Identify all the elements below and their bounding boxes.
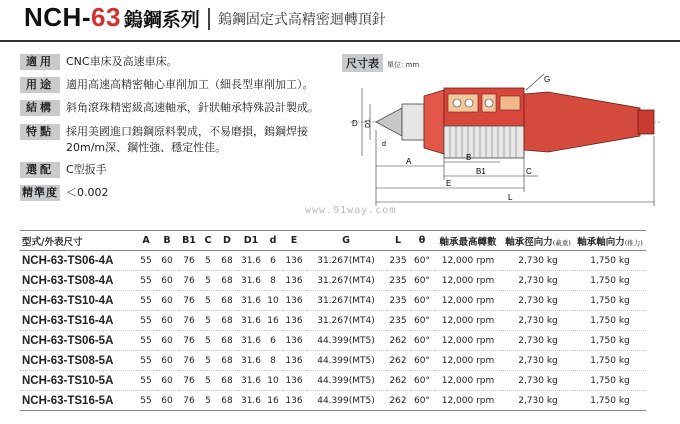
spec-value: 適用高速高精密軸心車削加工（細長型車削加工）。 (66, 78, 314, 91)
table-cell: 262 (386, 351, 410, 371)
spec-value: ＜0.002 (66, 186, 109, 199)
spec-table (20, 230, 646, 411)
table-cell: 1,750 kg (574, 351, 646, 371)
table-cell: 68 (216, 371, 238, 391)
dimension-unit: 單位: mm (387, 61, 420, 69)
col-d1: D1 (238, 231, 264, 251)
table-cell: 10 (264, 371, 282, 391)
table-row (20, 351, 646, 371)
table-cell: 60° (410, 271, 434, 291)
nose-cap (424, 90, 444, 154)
col-g: G (306, 231, 386, 251)
table-cell: 12,000 rpm (434, 391, 502, 411)
table-cell: 235 (386, 251, 410, 271)
table-cell: 60 (156, 271, 178, 291)
table-cell: 5 (200, 331, 216, 351)
table-cell: 5 (200, 251, 216, 271)
table-cell: 31.6 (238, 371, 264, 391)
table-cell: 262 (386, 391, 410, 411)
col-c: C (200, 231, 216, 251)
table-cell: 1,750 kg (574, 271, 646, 291)
table-cell: 136 (282, 391, 306, 411)
label-l: L (508, 193, 513, 202)
table-cell: 60 (156, 251, 178, 271)
table-cell: 235 (386, 291, 410, 311)
axial-label: 軸承軸向力 (577, 236, 625, 248)
spec-label: 特點 (20, 124, 60, 140)
label-d1: D1 (365, 119, 372, 128)
table-cell: 1,750 kg (574, 391, 646, 411)
spec-label: 結構 (20, 100, 60, 116)
model-cell: NCH-63-TS06-4A (20, 251, 136, 271)
table-cell: 136 (282, 311, 306, 331)
table-cell: 60 (156, 311, 178, 331)
table-cell: 55 (136, 371, 156, 391)
table-cell: 60 (156, 371, 178, 391)
table-cell: 60 (156, 351, 178, 371)
dimension-title: 尺寸表 (342, 54, 383, 72)
series-name: 鎢鋼系列 (123, 9, 200, 31)
table-cell: 2,730 kg (502, 331, 574, 351)
table-cell: 68 (216, 331, 238, 351)
table-cell: 68 (216, 291, 238, 311)
col-d: D (216, 231, 238, 251)
spindle (402, 104, 424, 140)
table-cell: 136 (282, 331, 306, 351)
table-cell: 76 (178, 291, 200, 311)
table-row (20, 251, 646, 271)
product-subtitle: 鎢鋼固定式高精密迴轉頂針 (217, 12, 386, 28)
spec-row-features (20, 124, 328, 156)
table-cell: 12,000 rpm (434, 251, 502, 271)
col-small-d: d (264, 231, 282, 251)
spec-row-precision (20, 185, 109, 201)
table-cell: 136 (282, 351, 306, 371)
table-cell: 2,730 kg (502, 351, 574, 371)
table-cell: 1,750 kg (574, 291, 646, 311)
table-cell: 12,000 rpm (434, 271, 502, 291)
col-b1: B1 (178, 231, 200, 251)
table-cell: 60 (156, 331, 178, 351)
g-leader (526, 74, 544, 90)
table-cell: 12,000 rpm (434, 351, 502, 371)
spec-row-application (20, 54, 178, 70)
spec-row-options (20, 162, 107, 178)
table-cell: 16 (264, 311, 282, 331)
label-g: G (544, 75, 551, 84)
spec-label: 用途 (20, 77, 60, 93)
live-center-drawing (340, 70, 665, 210)
label-e: E (446, 179, 452, 188)
table-cell: 8 (264, 351, 282, 371)
label-d: D (352, 119, 358, 128)
label-a: A (406, 157, 412, 166)
table-cell: 31.267(MT4) (306, 291, 386, 311)
col-b: B (156, 231, 178, 251)
table-cell: 31.267(MT4) (306, 251, 386, 271)
table-cell: 262 (386, 331, 410, 351)
spec-value: 斜角滾珠精密級高速軸承，針狀軸承特殊設計製成。 (66, 101, 319, 114)
table-cell: 55 (136, 351, 156, 371)
table-row (20, 331, 646, 351)
table-cell: 31.267(MT4) (306, 311, 386, 331)
table-cell: 31.6 (238, 271, 264, 291)
table-row (20, 291, 646, 311)
table-cell: 68 (216, 351, 238, 371)
table-cell: 31.6 (238, 331, 264, 351)
table-cell: 2,730 kg (502, 291, 574, 311)
table-cell: 60° (410, 371, 434, 391)
table-body (20, 251, 646, 411)
spec-row-structure (20, 100, 319, 116)
table-cell: 2,730 kg (502, 271, 574, 291)
table-cell: 12,000 rpm (434, 311, 502, 331)
table-cell: 2,730 kg (502, 371, 574, 391)
table-cell: 55 (136, 291, 156, 311)
table-cell: 31.6 (238, 251, 264, 271)
spec-value: C型扳手 (66, 163, 107, 176)
table-cell: 55 (136, 311, 156, 331)
col-e: E (282, 231, 306, 251)
table-cell: 5 (200, 311, 216, 331)
col-axial-load (574, 231, 646, 251)
table-cell: 55 (136, 251, 156, 271)
table-cell: 31.6 (238, 311, 264, 331)
table-cell: 5 (200, 351, 216, 371)
table-cell: 5 (200, 391, 216, 411)
morse-taper-shank (524, 92, 640, 152)
spec-label: 選配 (20, 162, 60, 178)
table-cell: 262 (386, 371, 410, 391)
table-cell: 10 (264, 291, 282, 311)
table-cell: 1,750 kg (574, 371, 646, 391)
table-cell: 1,750 kg (574, 311, 646, 331)
table-row (20, 371, 646, 391)
table-cell: 6 (264, 331, 282, 351)
table-cell: 12,000 rpm (434, 291, 502, 311)
table-cell: 76 (178, 271, 200, 291)
table-cell: 55 (136, 271, 156, 291)
watermark: www.91way.com (305, 205, 397, 216)
table-row (20, 391, 646, 411)
page-title (24, 2, 386, 36)
table-cell: 31.6 (238, 391, 264, 411)
table-cell: 68 (216, 251, 238, 271)
table-cell: 31.267(MT4) (306, 271, 386, 291)
table-cell: 76 (178, 251, 200, 271)
spec-row-usage (20, 77, 314, 93)
table-cell: 2,730 kg (502, 311, 574, 331)
model-cell: NCH-63-TS06-5A (20, 331, 136, 351)
carbide-tip (376, 108, 402, 136)
table-cell: 76 (178, 371, 200, 391)
table-cell: 1,750 kg (574, 331, 646, 351)
table-cell: 76 (178, 311, 200, 331)
table-cell: 136 (282, 291, 306, 311)
table-cell: 44.399(MT5) (306, 331, 386, 351)
col-radial-load (502, 231, 574, 251)
model-cell: NCH-63-TS16-4A (20, 311, 136, 331)
table-cell: 55 (136, 331, 156, 351)
model-name (24, 2, 121, 33)
table-row (20, 311, 646, 331)
header-rule (0, 40, 680, 42)
table-cell: 6 (264, 251, 282, 271)
model-cell: NCH-63-TS08-5A (20, 351, 136, 371)
table-row (20, 271, 646, 291)
tang (638, 110, 654, 134)
table-cell: 5 (200, 291, 216, 311)
label-small-d: d (382, 141, 386, 148)
table-cell: 60° (410, 331, 434, 351)
table-cell: 31.6 (238, 351, 264, 371)
radial-label: 軸承徑向力 (505, 236, 553, 248)
table-cell: 60° (410, 391, 434, 411)
table-cell: 60° (410, 311, 434, 331)
table-cell: 44.399(MT5) (306, 391, 386, 411)
table-cell: 55 (136, 391, 156, 411)
label-b: B (466, 153, 472, 162)
label-c: C (526, 167, 532, 176)
table-cell: 68 (216, 311, 238, 331)
table-cell: 136 (282, 271, 306, 291)
table-cell: 68 (216, 391, 238, 411)
spec-label: 精準度 (22, 186, 58, 199)
table-cell: 44.399(MT5) (306, 371, 386, 391)
table-cell: 12,000 rpm (434, 371, 502, 391)
table-cell: 60 (156, 391, 178, 411)
radial-note: (載重) (552, 238, 571, 247)
table-cell: 60° (410, 291, 434, 311)
spec-value: 採用美國進口鎢鋼原料製成，不易磨損，鎢鋼焊接20m/m深、鋼性強、穩定性佳。 (66, 125, 308, 154)
table-cell: 16 (264, 391, 282, 411)
table-cell: 31.6 (238, 291, 264, 311)
table-cell: 60 (156, 291, 178, 311)
table-cell: 8 (264, 271, 282, 291)
table-cell: 235 (386, 271, 410, 291)
model-cell: NCH-63-TS16-5A (20, 391, 136, 411)
table-cell: 136 (282, 371, 306, 391)
table-cell: 136 (282, 251, 306, 271)
col-theta: θ (410, 231, 434, 251)
title-divider (208, 8, 210, 30)
axial-note: (推力) (624, 238, 643, 247)
model-cell: NCH-63-TS08-4A (20, 271, 136, 291)
table-cell: 2,730 kg (502, 391, 574, 411)
model-cell: NCH-63-TS10-4A (20, 291, 136, 311)
table-cell: 68 (216, 271, 238, 291)
label-b1: B1 (476, 167, 486, 176)
col-l: L (386, 231, 410, 251)
model-prefix: NCH- (24, 2, 91, 32)
col-max-rpm: 軸承最高轉數 (434, 231, 502, 251)
table-cell: 44.399(MT5) (306, 351, 386, 371)
table-cell: 5 (200, 271, 216, 291)
spec-label: 適用 (20, 54, 60, 70)
col-model: 型式/外表尺寸 (20, 231, 136, 251)
table-cell: 76 (178, 351, 200, 371)
table-cell: 76 (178, 391, 200, 411)
table-cell: 235 (386, 311, 410, 331)
table-header-row (20, 231, 646, 251)
model-number: 63 (91, 2, 121, 32)
table-cell: 5 (200, 371, 216, 391)
table-cell: 1,750 kg (574, 251, 646, 271)
table-cell: 60° (410, 251, 434, 271)
bearings (448, 94, 520, 112)
col-a: A (136, 231, 156, 251)
table-cell: 12,000 rpm (434, 331, 502, 351)
spec-value: CNC車床及高速車床。 (66, 55, 178, 68)
table-cell: 2,730 kg (502, 251, 574, 271)
table-cell: 60° (410, 351, 434, 371)
table-cell: 76 (178, 331, 200, 351)
model-cell: NCH-63-TS10-5A (20, 371, 136, 391)
